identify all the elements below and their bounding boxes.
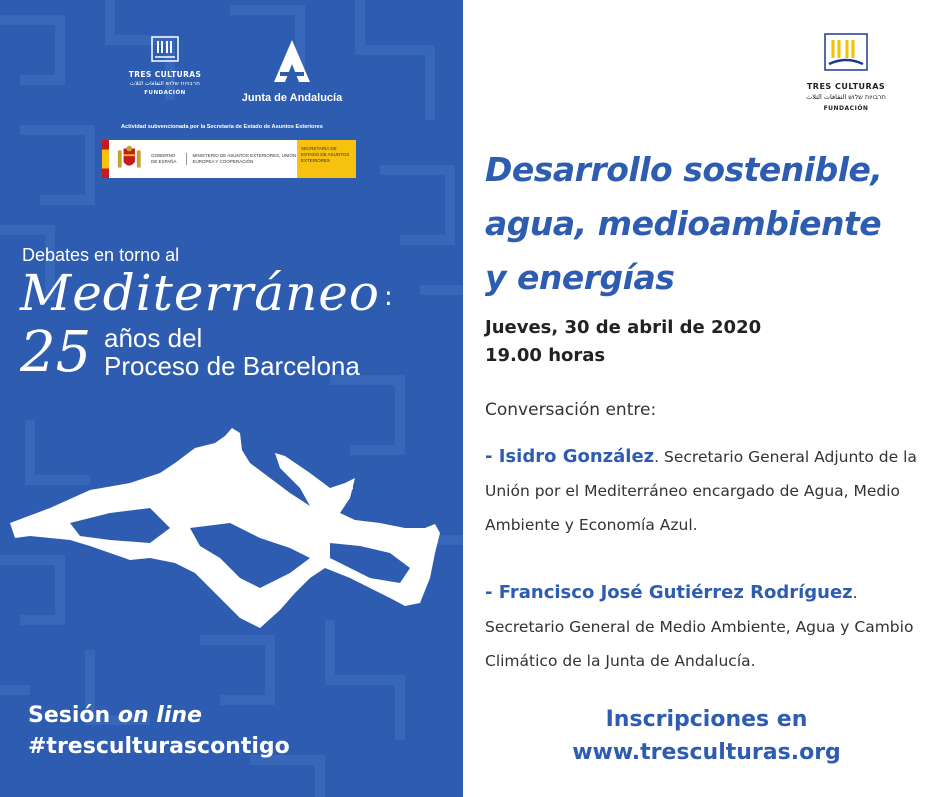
online-session-block <box>28 700 290 762</box>
tres-culturas-foundation: FUNDACIÓN <box>823 105 869 112</box>
junta-andalucia-logo <box>232 38 352 104</box>
speaker-1-name: - Isidro González <box>485 446 655 467</box>
geometric-pattern-background <box>0 0 463 797</box>
event-date: Jueves, 30 de abril de 2020 <box>485 317 762 338</box>
tres-culturas-name: TRES CULTURAS <box>806 82 886 91</box>
speaker-2-description: . Secretario General de Medio Ambiente, Agua y Cambio Climático de la Junta de Andalucía. <box>485 584 914 670</box>
registration-block <box>463 703 950 769</box>
tres-culturas-logo-left <box>125 36 205 96</box>
right-panel <box>463 0 950 797</box>
government-of-spain-bar <box>102 140 356 178</box>
left-panel <box>0 0 463 797</box>
tres-culturas-logo-right <box>798 32 894 112</box>
tres-culturas-foundation: FUNDACIÓN <box>144 90 186 96</box>
gobierno-text: GOBIERNO DE ESPAÑA <box>151 153 177 164</box>
speaker-1-description: . Secretario General Adjunto de la Unión por el Mediterráneo encargado de Agua, Medio Ambiente y Economía Azul. <box>485 448 917 534</box>
ministerio-text: MINISTERIO DE ASUNTOS EXTERIORES, UNIÓN EUROPEA Y COOPERACIÓN <box>186 153 297 165</box>
registration-website-link[interactable]: www.tresculturas.org <box>572 740 841 765</box>
anniversary-text <box>104 324 360 380</box>
speaker-2 <box>485 576 935 678</box>
tres-culturas-name: TRES CULTURAS <box>128 70 202 79</box>
online-session-line <box>28 700 290 731</box>
tres-culturas-scripts: תרבויות שלוש الثقافات الثلاث <box>806 93 886 101</box>
spain-coat-of-arms-icon <box>115 144 143 174</box>
title-line-1: Desarrollo sostenible, <box>485 150 883 189</box>
tres-culturas-logo-icon <box>823 32 869 72</box>
session-prefix: Sesión <box>28 703 118 728</box>
event-title <box>485 143 945 305</box>
subsidy-text: Actividad subvencionada por la Secretaría de Estado de Asuntos Exteriores <box>121 124 323 130</box>
registration-label: Inscripciones en <box>605 707 808 732</box>
spain-flag-icon <box>102 140 109 178</box>
anniversary-number: 25 <box>20 320 92 385</box>
title-line-3: y energías <box>485 258 675 297</box>
anniversary-line-2: Proceso de Barcelona <box>104 351 360 381</box>
tres-culturas-logo-icon <box>151 36 179 62</box>
tres-culturas-scripts: תרבויות שלוש الثقافات الثلاث <box>129 81 201 87</box>
debates-heading: Debates en torno al <box>22 245 180 265</box>
session-online: on line <box>117 703 202 728</box>
mediterraneo-word: Mediterráneo <box>20 264 380 322</box>
junta-andalucia-logo-icon <box>270 38 314 84</box>
anniversary-line-1: años del <box>104 323 203 353</box>
event-time: 19.00 horas <box>485 345 606 366</box>
mediterraneo-heading <box>20 264 394 322</box>
event-datetime <box>485 314 761 370</box>
title-line-2: agua, medioambiente <box>485 204 882 243</box>
mediterranean-map-icon <box>10 428 445 628</box>
junta-andalucia-name: Junta de Andalucía <box>241 92 343 104</box>
secretaria-text: SECRETARÍA DE ESTADO DE ASUNTOS EXTERIORES <box>297 140 356 178</box>
conversation-heading: Conversación entre: <box>485 400 657 420</box>
hashtag: #tresculturascontigo <box>28 734 290 759</box>
speaker-1 <box>485 440 935 542</box>
mediterraneo-colon: : <box>383 282 394 312</box>
speaker-2-name: - Francisco José Gutiérrez Rodríguez <box>485 582 853 603</box>
